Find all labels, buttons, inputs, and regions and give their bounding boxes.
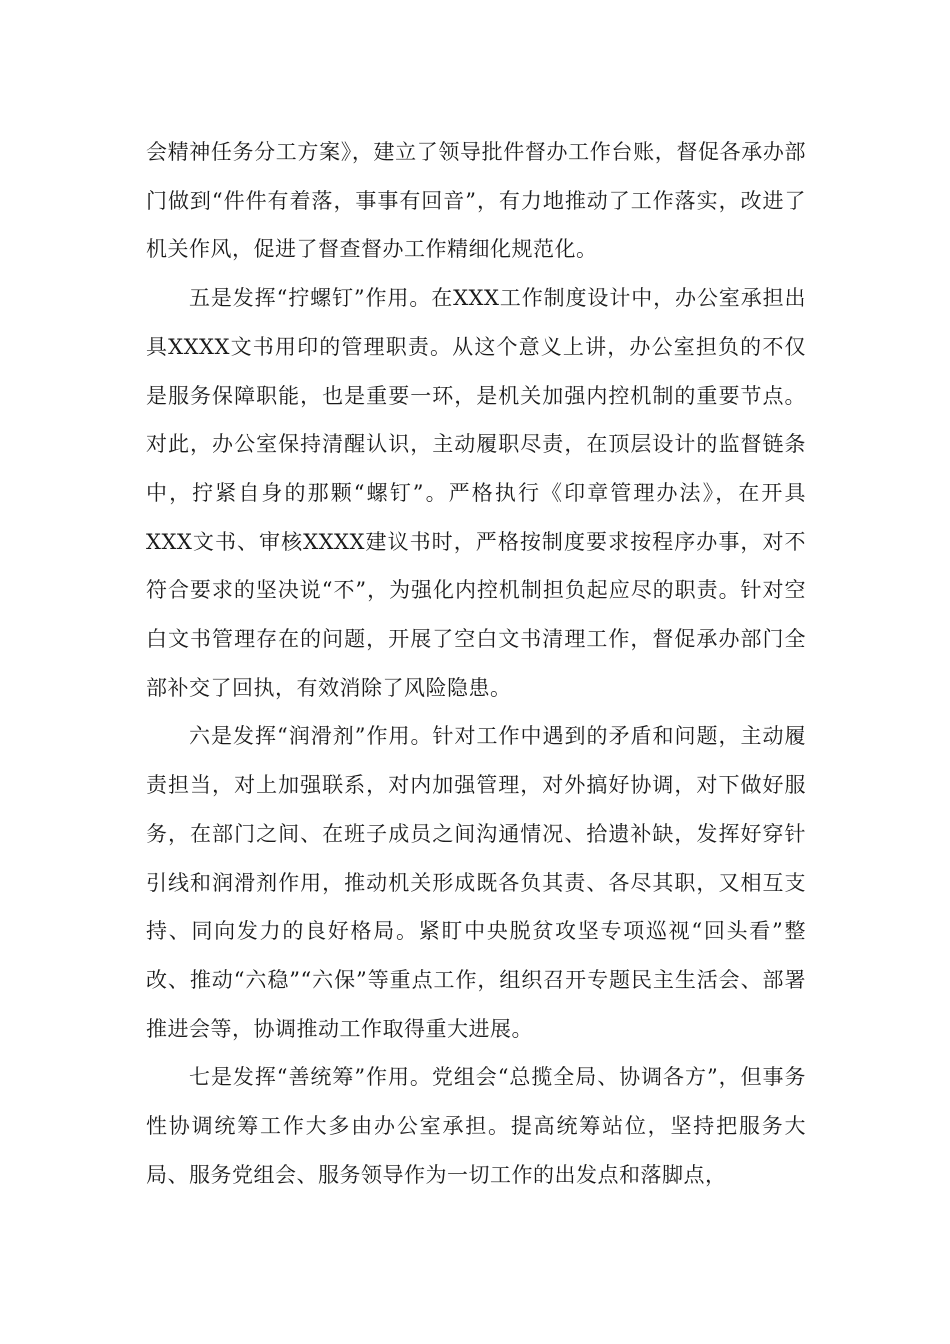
- paragraph-section-five: 五是发挥“拧螺钉”作用。在XXX工作制度设计中，办公室承担出具XXXX文书用印的管理职责。从这个意义上讲，办公室担负的不仅是服务保障职能，也是重要一环，是机关加强内控机制的重要节点。对此，办公室保持清醒认识，主动履职尽责，在顶层设计的监督链条中，拧紧自身的那颗“螺钉”。严格执行《印章管理办法》，在开具XXX文书、审核XXXX建议书时，严格按制度要求按程序办事，对不符合要求的坚决说“不”，为强化内控机制担负起应尽的职责。针对空白文书管理存在的问题，开展了空白文书清理工作，督促承办部门全部补交了回执，有效消除了风险隐患。: [146, 286, 806, 700]
- document-body: [146, 128, 806, 1199]
- paragraph-section-six: 六是发挥“润滑剂”作用。针对工作中遇到的矛盾和问题，主动履责担当，对上加强联系，对内加强管理，对外搞好协调，对下做好服务，在部门之间、在班子成员之间沟通情况、拾遗补缺，发挥好穿针引线和润滑剂作用，推动机关形成既各负其责、各尽其职，又相互支持、同向发力的良好格局。紧盯中央脱贫攻坚专项巡视“回头看”整改、推动“六稳”“六保”等重点工作，组织召开专题民主生活会、部署推进会等，协调推动工作取得重大进展。: [146, 724, 806, 1041]
- paragraph-continuation: 会精神任务分工方案》，建立了领导批件督办工作台账，督促各承办部门做到“件件有着落，事事有回音”，有力地推动了工作落实，改进了机关作风，促进了督查督办工作精细化规范化。: [146, 140, 806, 262]
- paragraph-section-seven: 七是发挥“善统筹”作用。党组会“总揽全局、协调各方”，但事务性协调统筹工作大多由办公室承担。提高统筹站位，坚持把服务大局、服务党组会、服务领导作为一切工作的出发点和落脚点，: [146, 1065, 806, 1187]
